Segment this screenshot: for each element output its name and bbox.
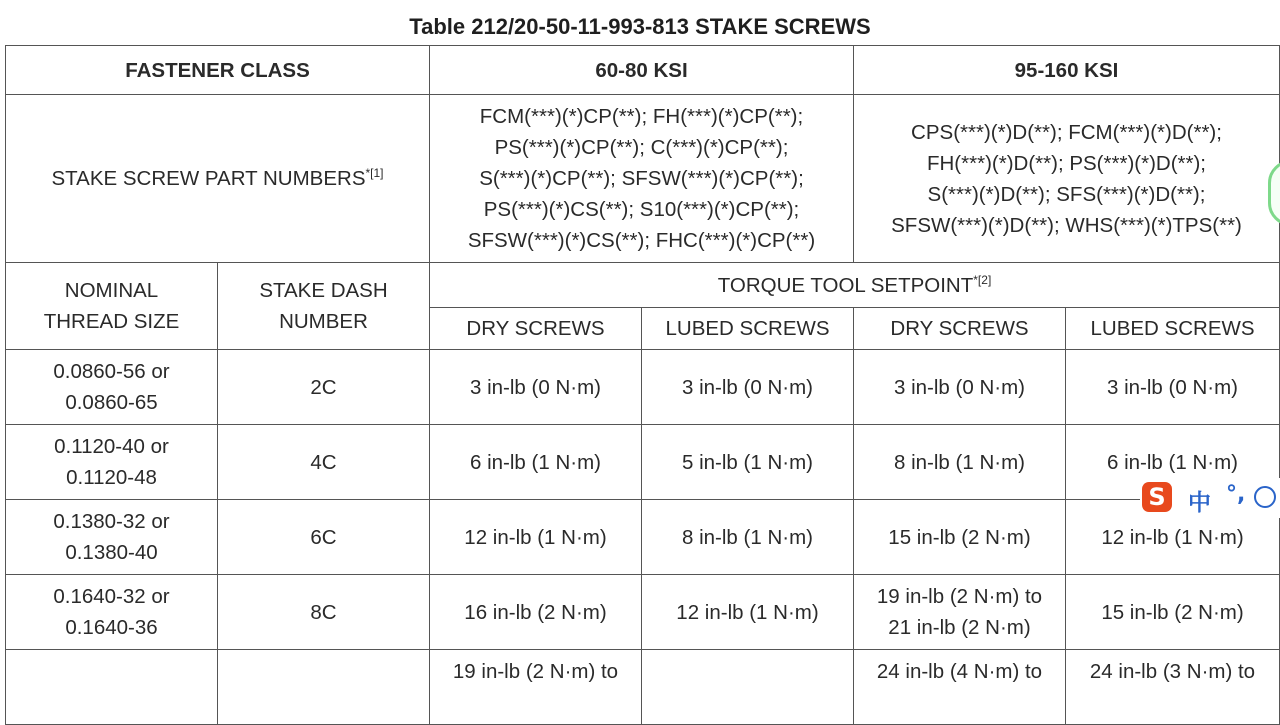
lubed-high-cell: 3 in-lb (0 N·m) xyxy=(1066,350,1280,425)
lubed-low-cell xyxy=(642,650,854,725)
dry-high-cell xyxy=(854,575,1066,650)
lubed-high-cell: 24 in-lb (3 N·m) to xyxy=(1066,650,1280,725)
part-number-line: SFSW(***)(*)D(**); WHS(***)(*)TPS(**) xyxy=(891,213,1242,237)
part-number-line: S(***)(*)D(**); SFS(***)(*)D(**); xyxy=(927,182,1206,206)
torque-line: 3 in-lb (0 N·m) xyxy=(894,375,1025,399)
torque-label: TORQUE TOOL SETPOINT xyxy=(717,273,974,297)
dry-high-cell: 24 in-lb (4 N·m) to xyxy=(854,650,1066,725)
dry-low-cell: 6 in-lb (1 N·m) xyxy=(430,425,642,500)
part-numbers-label-cell xyxy=(6,95,430,263)
table-title: Table 212/20-50-11-993-813 STAKE SCREWS xyxy=(409,14,871,39)
dash-number-cell xyxy=(218,650,430,725)
dry-high-cell xyxy=(854,425,1066,500)
thread-size-cell xyxy=(6,500,218,575)
part-number-line: FH(***)(*)D(**); PS(***)(*)D(**); xyxy=(926,151,1207,175)
thread-size-line: 0.1380-32 or xyxy=(53,510,170,533)
torque-line: 19 in-lb (2 N·m) to xyxy=(876,585,1043,608)
thread-size-cell xyxy=(6,350,218,425)
lubed-screws-low-header: LUBED SCREWS xyxy=(642,308,854,350)
lubed-low-cell: 8 in-lb (1 N·m) xyxy=(642,500,854,575)
column-header-row xyxy=(6,263,1280,308)
ime-language-toggle[interactable]: 中 xyxy=(1188,490,1211,516)
thread-size-line: 0.1120-48 xyxy=(66,466,157,489)
header-row xyxy=(6,46,1280,95)
emoji-icon[interactable] xyxy=(1254,486,1276,508)
header-line: STAKE DASH xyxy=(259,279,388,302)
thread-size-line: 0.1380-40 xyxy=(65,541,158,564)
dry-low-cell: 3 in-lb (0 N·m) xyxy=(430,350,642,425)
thread-size-line: 0.0860-65 xyxy=(65,391,158,414)
torque-line: 8 in-lb (1 N·m) xyxy=(894,450,1025,474)
thread-size-line: 0.0860-56 or xyxy=(53,360,170,383)
part-numbers-low xyxy=(430,95,854,263)
stake-screws-table xyxy=(5,45,1280,725)
lubed-screws-high-header: LUBED SCREWS xyxy=(1066,308,1280,350)
part-number-line: SFSW(***)(*)CS(**); FHC(***)(*)CP(**) xyxy=(467,229,816,252)
lubed-low-cell: 3 in-lb (0 N·m) xyxy=(642,350,854,425)
header-line: THREAD SIZE xyxy=(43,310,180,333)
part-numbers-row xyxy=(6,95,1280,263)
part-number-line: FCM(***)(*)CP(**); FH(***)(*)CP(**); xyxy=(479,105,804,128)
part-number-line: PS(***)(*)CS(**); S10(***)(*)CP(**); xyxy=(483,198,800,221)
table-row xyxy=(6,425,1280,500)
thread-size-line: 0.1640-36 xyxy=(65,616,158,639)
dry-low-cell: 19 in-lb (2 N·m) to xyxy=(430,650,642,725)
part-numbers-label: STAKE SCREW PART NUMBERS xyxy=(51,167,366,190)
lubed-high-cell: 6 in-lb (1 N·m) xyxy=(1066,425,1280,500)
part-number-line: PS(***)(*)CP(**); C(***)(*)CP(**); xyxy=(494,136,789,159)
header-line: NUMBER xyxy=(279,310,368,333)
dash-number-cell: 4C xyxy=(218,425,430,500)
ime-logo-icon[interactable]: S xyxy=(1142,482,1172,512)
part-numbers-footnote: *[1] xyxy=(365,166,384,181)
dash-number-cell: 8C xyxy=(218,575,430,650)
dry-screws-high-header: DRY SCREWS xyxy=(854,308,1066,350)
torque-line: 21 in-lb (2 N·m) xyxy=(888,616,1031,639)
table-row xyxy=(6,350,1280,425)
thread-size-line: 0.1640-32 or xyxy=(53,585,170,608)
lubed-low-cell: 5 in-lb (1 N·m) xyxy=(642,425,854,500)
torque-footnote: *[2] xyxy=(973,272,992,287)
stake-dash-number-header xyxy=(218,263,430,350)
table-row xyxy=(6,575,1280,650)
ime-punctuation-toggle[interactable]: °, xyxy=(1226,482,1246,507)
torque-line: 15 in-lb (2 N·m) xyxy=(888,525,1031,549)
dry-screws-low-header: DRY SCREWS xyxy=(430,308,642,350)
thread-size-cell xyxy=(6,425,218,500)
dash-number-cell: 6C xyxy=(218,500,430,575)
table-row xyxy=(6,500,1280,575)
thread-size-cell xyxy=(6,650,218,725)
ksi-low-header: 60-80 KSI xyxy=(430,46,854,95)
header-line: NOMINAL xyxy=(64,279,159,302)
part-numbers-high xyxy=(854,95,1280,263)
lubed-low-cell: 12 in-lb (1 N·m) xyxy=(642,575,854,650)
fastener-class-header: FASTENER CLASS xyxy=(6,46,430,95)
ksi-high-header: 95-160 KSI xyxy=(854,46,1280,95)
dash-number-cell: 2C xyxy=(218,350,430,425)
part-number-line: S(***)(*)CP(**); SFSW(***)(*)CP(**); xyxy=(479,167,804,190)
torque-tool-setpoint-header xyxy=(430,263,1280,308)
thread-size-line: 0.1120-40 or xyxy=(54,435,169,458)
ime-toolbar[interactable] xyxy=(1140,478,1280,518)
dry-low-cell: 16 in-lb (2 N·m) xyxy=(430,575,642,650)
lubed-high-cell: 12 in-lb (1 N·m) xyxy=(1066,500,1280,575)
table-row-partial xyxy=(6,650,1280,725)
dry-high-cell xyxy=(854,350,1066,425)
dry-low-cell: 12 in-lb (1 N·m) xyxy=(430,500,642,575)
lubed-high-cell: 15 in-lb (2 N·m) xyxy=(1066,575,1280,650)
part-number-line: CPS(***)(*)D(**); FCM(***)(*)D(**); xyxy=(911,120,1222,144)
nominal-thread-size-header xyxy=(6,263,218,350)
thread-size-cell xyxy=(6,575,218,650)
dry-high-cell xyxy=(854,500,1066,575)
